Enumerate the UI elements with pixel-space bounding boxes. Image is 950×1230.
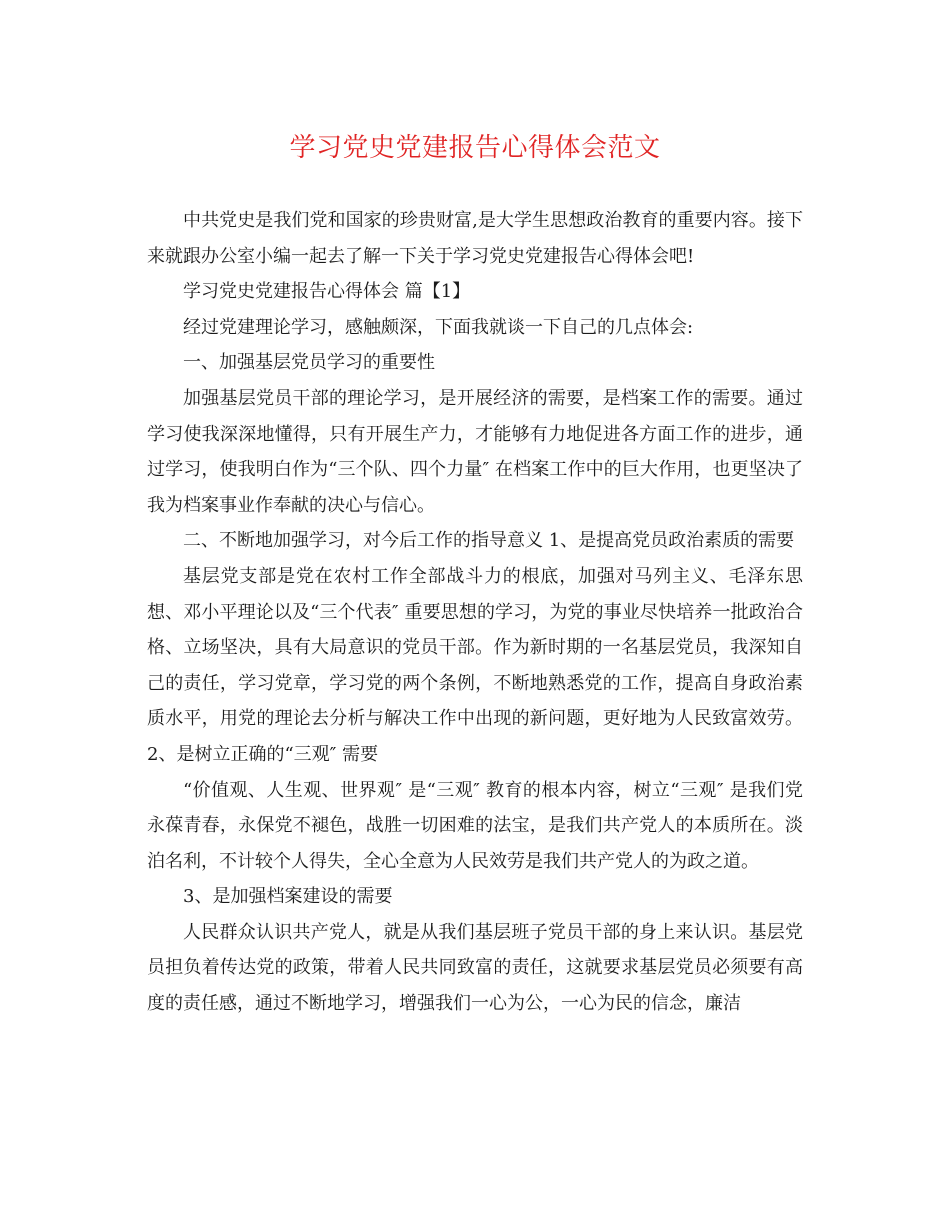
document-body — [147, 203, 803, 1022]
paragraph-point-3: 人民群众认识共产党人，就是从我们基层班子党员干部的身上来认识。基层党员担负着传达党的政策，带着人民共同致富的责任，这就要求基层党员必须要有高度的责任感，通过不断地学习，增强我们一心为公，一心为民的信念，廉洁 — [147, 921, 803, 1015]
paragraph-intro: 中共党史是我们党和国家的珍贵财富,是大学生思想政治教育的重要内容。接下来就跟办公室小编一起去了解一下关于学习党史党建报告心得体会吧! — [147, 210, 803, 267]
paragraph-three-views: “价值观、人生观、世界观″ 是“三观″ 教育的根本内容，树立“三观″ 是我们党永葆青春，永保党不褪色，战胜一切困难的法宝，是我们共产党人的本质所在。淡泊名利，不计较个人得失，全心全意为人民效劳是我们共产党人的为政之道。 — [147, 779, 803, 872]
heading-point-1: 一、加强基层党员学习的重要性 — [183, 352, 435, 374]
document-title: 学习党史党建报告心得体会范文 — [289, 133, 661, 163]
paragraph-point-1: 加强基层党员干部的理论学习，是开展经济的需要，是档案工作的需要。通过学习使我深深地懂得，只有开展生产力，才能够有力地促进各方面工作的进步，通过学习，使我明白作为“三个队、四个力量″ 在档案工作中的巨大作用，也更坚决了我为档案事业作奉献的决心与信心。 — [147, 387, 803, 516]
paragraph-opening: 经过党建理论学习，感触颇深，下面我就谈一下自己的几点体会: — [183, 316, 694, 338]
heading-point-2: 二、不断地加强学习，对今后工作的指导意义 1、是提高党员政治素质的需要 — [183, 530, 795, 552]
section-heading-part-1: 学习党史党建报告心得体会 篇【1】 — [183, 281, 471, 303]
paragraph-point-2: 基层党支部是党在农村工作全部战斗力的根底，加强对马列主义、毛泽东思想、邓小平理论以及“三个代表″ 重要思想的学习，为党的事业尽快培养一批政治合格、立场坚决，具有大局意识的党员干部。作为新时期的一名基层党员，我深知自己的责任，学习党章，学习党的两个条例，不断地熟悉党的工作，提高自身政治素质水平，用党的理论去分析与解决工作中出现的新问题，更好地为人民致富效劳。 2、是树立正确的“三观″ 需要 — [147, 565, 803, 765]
heading-point-3: 3、是加强档案建设的需要 — [183, 886, 393, 908]
